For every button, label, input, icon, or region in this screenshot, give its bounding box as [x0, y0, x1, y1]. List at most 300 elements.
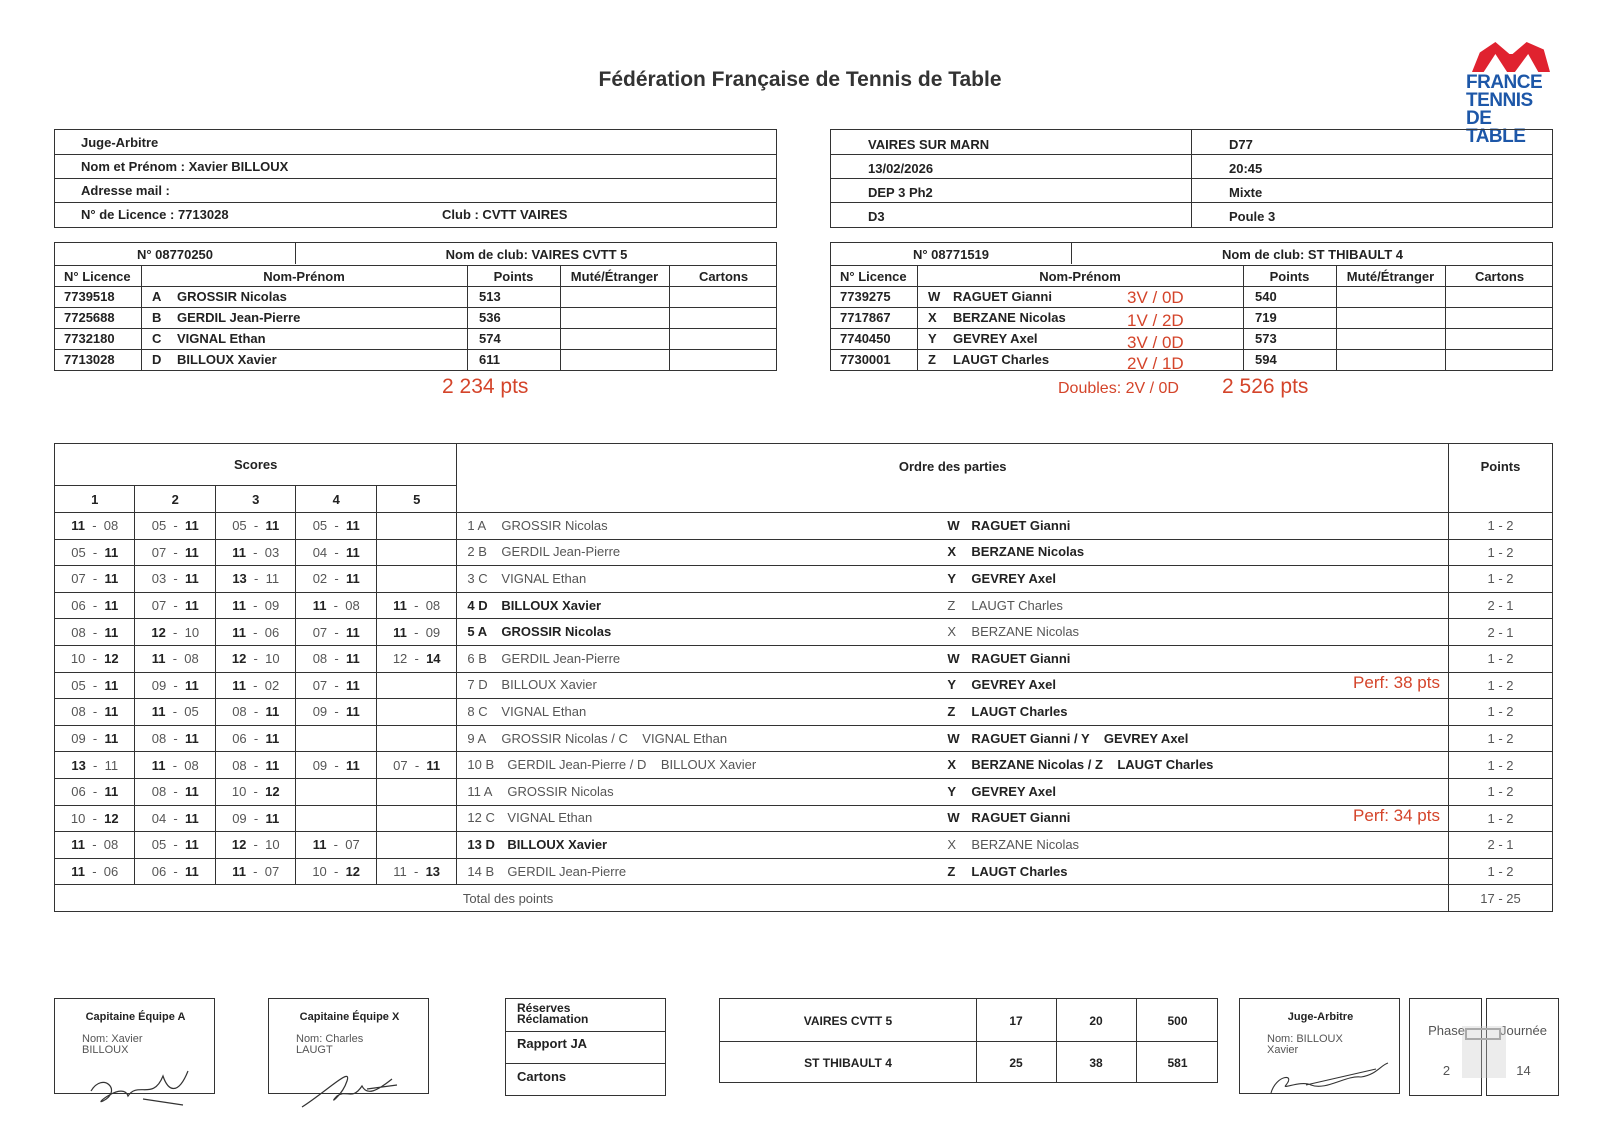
game-left-player: VIGNAL Ethan	[501, 570, 587, 586]
set-score-b: 10	[265, 837, 280, 853]
game-order	[457, 752, 1449, 779]
set-score	[296, 752, 376, 779]
set-score	[296, 832, 376, 859]
set-score-separator: -	[327, 757, 346, 773]
set-score-separator: -	[246, 518, 266, 534]
set-score-b: 11	[104, 731, 119, 747]
set-score-separator: -	[246, 837, 266, 853]
game-points: 1 - 2	[1448, 699, 1552, 726]
set-score-b: 11	[104, 598, 119, 614]
set-score-separator: -	[246, 651, 266, 667]
set-score-a: 09	[71, 731, 86, 747]
set-score-separator: -	[85, 624, 105, 640]
player-licence: 7725688	[64, 310, 115, 325]
set-score-b: 11	[104, 624, 119, 640]
set-score-b: 14	[426, 651, 441, 667]
game-left-player: GERDIL Jean-Pierre	[507, 863, 627, 879]
set-score-separator: -	[85, 677, 105, 693]
set-score-a: 08	[232, 704, 247, 720]
captain-x-name: Nom: Charles	[296, 1033, 364, 1045]
captain-a-title: Capitaine Équipe A	[85, 1011, 186, 1023]
col-points: Points	[1269, 269, 1310, 284]
set-score	[376, 592, 456, 619]
set-score	[135, 672, 215, 699]
game-left-player: GROSSIR Nicolas	[501, 624, 612, 640]
set-score-b: 10	[265, 651, 280, 667]
set-score	[376, 566, 456, 593]
set-score-b: 11	[265, 731, 280, 747]
match-date: 13/02/2026	[868, 161, 934, 176]
match-venue: VAIRES SUR MARN	[868, 137, 990, 152]
game-number: 9 A	[467, 730, 487, 746]
set-number: 1	[55, 486, 135, 513]
set-score	[376, 805, 456, 832]
set-score	[55, 752, 135, 779]
player-name: VIGNAL Ethan	[177, 331, 266, 346]
set-score-a: 08	[312, 651, 328, 667]
set-score-separator: -	[165, 704, 185, 720]
player-letter: Y	[928, 331, 937, 346]
player-name: BERZANE Nicolas	[953, 310, 1066, 325]
game-number: 13 D	[467, 836, 495, 852]
game-right-letter: Z	[947, 597, 956, 613]
set-score-a: 11	[232, 598, 246, 614]
set-score-b: 11	[345, 571, 360, 587]
set-score	[135, 725, 215, 752]
set-score	[135, 858, 215, 885]
match-info-box	[830, 129, 1553, 228]
set-score-separator: -	[407, 757, 427, 773]
set-score-b: 11	[104, 571, 119, 587]
set-score-separator: -	[246, 784, 266, 800]
col-points: Points	[493, 269, 534, 284]
set-score-a: 08	[71, 624, 86, 640]
game-right-letter: W	[947, 517, 960, 533]
col-mute: Muté/Étranger	[570, 269, 659, 284]
player-points: 540	[1255, 289, 1277, 304]
player-letter: A	[152, 289, 162, 304]
set-score-a: 09	[312, 757, 328, 773]
set-score-a: 05	[71, 544, 86, 560]
set-score-b: 11	[184, 598, 199, 614]
set-score	[215, 592, 295, 619]
set-score-a: 11	[71, 864, 85, 880]
set-score-b: 08	[184, 757, 199, 773]
set-score	[376, 645, 456, 672]
set-score-separator: -	[85, 651, 105, 667]
set-score	[135, 645, 215, 672]
team-a-number: N° 08770250	[136, 247, 214, 262]
game-left-player: BILLOUX Xavier	[507, 836, 608, 852]
set-score	[135, 832, 215, 859]
player-points: 594	[1255, 352, 1277, 367]
player-licence: 7730001	[840, 352, 891, 367]
player-points: 513	[479, 289, 501, 304]
set-score-b: 08	[103, 518, 119, 534]
set-score-separator: -	[246, 704, 266, 720]
referee-title: Juge-Arbitre	[81, 135, 159, 150]
referee-box	[54, 129, 777, 228]
set-score-a: 11	[312, 598, 327, 614]
player-licence: 7732180	[64, 331, 115, 346]
game-row	[55, 725, 1553, 752]
set-score	[55, 566, 135, 593]
player-record: 1V / 2D	[1127, 311, 1184, 330]
game-points: 2 - 1	[1448, 619, 1552, 646]
set-score-separator: -	[166, 677, 185, 693]
set-score-b: 11	[345, 651, 360, 667]
phase-journee-overlay	[1462, 1026, 1506, 1078]
team-x-doubles: Doubles: 2V / 0D	[1058, 380, 1179, 397]
set-score-a: 07	[393, 757, 408, 773]
game-row	[55, 805, 1553, 832]
logo-mark-icon	[1472, 42, 1550, 72]
summary-value: 581	[1167, 1056, 1188, 1070]
game-right-letter: Y	[947, 783, 957, 799]
game-left-player: GROSSIR Nicolas / C VIGNAL Ethan	[501, 730, 728, 746]
set-score-separator: -	[166, 784, 185, 800]
game-order	[457, 672, 1449, 699]
reserves-box	[505, 998, 666, 1096]
set-score	[296, 539, 376, 566]
set-score-separator: -	[327, 624, 346, 640]
game-points: 1 - 2	[1448, 672, 1552, 699]
set-score-b: 11	[345, 704, 360, 720]
game-left-player: GROSSIR Nicolas	[507, 783, 614, 799]
set-score	[296, 645, 376, 672]
set-score-separator: -	[327, 571, 346, 587]
game-right-player: GEVREY Axel	[971, 570, 1056, 586]
captain-x-title: Capitaine Équipe X	[299, 1011, 400, 1023]
set-score	[215, 699, 295, 726]
set-score-b: 11	[265, 757, 280, 773]
set-score	[376, 778, 456, 805]
set-score	[55, 805, 135, 832]
game-right-player: LAUGT Charles	[971, 703, 1068, 719]
set-score	[135, 592, 215, 619]
player-name: GROSSIR Nicolas	[177, 289, 287, 304]
game-right-player: BERZANE Nicolas / Z LAUGT Charles	[971, 757, 1214, 773]
game-right-player: GEVREY Axel	[971, 783, 1056, 799]
referee-sign-title: Juge-Arbitre	[1287, 1011, 1354, 1023]
set-score-a: 02	[312, 571, 328, 587]
game-row	[55, 832, 1553, 859]
set-score-separator: -	[166, 731, 185, 747]
game-left-player: BILLOUX Xavier	[501, 677, 597, 693]
set-score-b: 11	[104, 544, 119, 560]
set-score-a: 06	[71, 784, 86, 800]
set-score-b: 12	[345, 864, 361, 880]
game-order	[457, 645, 1449, 672]
set-score-a: 11	[71, 518, 85, 534]
game-perf: Perf: 38 pts	[1353, 673, 1440, 693]
game-number: 11 A	[467, 783, 493, 799]
set-score	[135, 699, 215, 726]
set-score-separator: -	[245, 864, 265, 880]
game-left-player: BILLOUX Xavier	[501, 597, 602, 613]
game-right-letter: Z	[947, 863, 956, 879]
set-score-a: 12	[392, 651, 408, 667]
set-score-a: 07	[71, 571, 86, 587]
captain-a-surname: BILLOUX	[82, 1044, 129, 1056]
set-score-separator: -	[165, 651, 185, 667]
fftt-logo	[1466, 42, 1552, 147]
game-right-letter: W	[947, 650, 960, 666]
game-row	[55, 858, 1553, 885]
game-points: 1 - 2	[1448, 645, 1552, 672]
set-score	[215, 539, 295, 566]
set-score-b: 05	[184, 704, 199, 720]
set-score-a: 11	[312, 837, 327, 853]
game-right-letter: Y	[947, 677, 957, 693]
set-score-b: 07	[345, 837, 360, 853]
set-score-separator: -	[84, 518, 104, 534]
set-score-a: 11	[71, 837, 85, 853]
set-score-separator: -	[85, 784, 105, 800]
set-score	[215, 805, 295, 832]
set-score-b: 11	[184, 677, 199, 693]
game-points: 1 - 2	[1448, 805, 1552, 832]
game-points: 2 - 1	[1448, 592, 1552, 619]
set-score-separator: -	[406, 624, 426, 640]
game-order	[457, 778, 1449, 805]
set-score	[296, 699, 376, 726]
set-score-b: 11	[345, 757, 360, 773]
team-a-club: Nom de club: VAIRES CVTT 5	[445, 247, 628, 262]
set-score-a: 08	[151, 784, 167, 800]
game-row	[55, 539, 1553, 566]
set-score-separator: -	[406, 864, 426, 880]
set-score-b: 12	[104, 651, 119, 667]
match-type: Mixte	[1229, 185, 1263, 200]
game-row	[55, 592, 1553, 619]
referee-signature	[1266, 1055, 1391, 1095]
set-score-a: 05	[312, 518, 328, 534]
set-score-a: 12	[231, 651, 247, 667]
player-points: 536	[479, 310, 501, 325]
player-name: RAGUET Gianni	[953, 289, 1052, 304]
set-score-b: 09	[425, 624, 441, 640]
game-order	[457, 725, 1449, 752]
set-score-a: 10	[70, 651, 86, 667]
team-x-total: 2 526 pts	[1222, 375, 1309, 398]
summary-table	[719, 998, 1218, 1083]
game-number: 4 D	[467, 597, 488, 613]
reserves-label: Réserves	[517, 1001, 571, 1015]
set-score-separator: -	[245, 598, 265, 614]
col-mute: Muté/Étranger	[1346, 269, 1435, 284]
set-score-separator: -	[327, 544, 346, 560]
game-right-letter: X	[947, 757, 957, 773]
set-number: 2	[135, 486, 215, 513]
set-score-separator: -	[166, 544, 185, 560]
player-points: 573	[1255, 331, 1277, 346]
set-score	[296, 725, 376, 752]
set-score-b: 10	[184, 624, 200, 640]
team-x-table	[830, 242, 1553, 371]
set-score-separator: -	[326, 864, 346, 880]
game-number: 12 C	[467, 810, 495, 826]
set-score-a: 09	[312, 704, 328, 720]
set-score-b: 11	[184, 864, 199, 880]
set-score-a: 06	[232, 731, 247, 747]
page-title: Fédération Française de Tennis de Table	[598, 68, 1002, 91]
set-score	[376, 752, 456, 779]
set-score-b: 06	[264, 624, 280, 640]
player-licence: 7717867	[840, 310, 891, 325]
set-score-a: 07	[312, 624, 328, 640]
set-score-a: 07	[151, 598, 167, 614]
game-number: 10 B	[467, 757, 495, 773]
team-x-number: N° 08771519	[912, 247, 990, 262]
captain-a-signature	[83, 1061, 193, 1109]
player-record: 2V / 1D	[1127, 354, 1184, 373]
game-row	[55, 566, 1553, 593]
set-score-a: 06	[71, 598, 86, 614]
set-score-b: 11	[345, 677, 360, 693]
set-score-a: 12	[151, 624, 166, 640]
game-row	[55, 645, 1553, 672]
set-score-b: 12	[265, 784, 280, 800]
set-score-b: 07	[264, 864, 280, 880]
summary-value: 38	[1089, 1056, 1103, 1070]
game-order	[457, 566, 1449, 593]
game-order	[457, 539, 1449, 566]
set-score-separator: -	[246, 810, 266, 826]
player-licence: 7739275	[840, 289, 891, 304]
set-score-a: 11	[232, 544, 246, 560]
game-order	[457, 699, 1449, 726]
player-letter: D	[152, 352, 162, 367]
set-score-b: 11	[265, 810, 280, 826]
player-letter: X	[928, 310, 937, 325]
col-name: Nom-Prénom	[1039, 269, 1121, 284]
set-score-a: 11	[232, 864, 246, 880]
player-record: 3V / 0D	[1127, 288, 1184, 307]
set-score	[215, 566, 295, 593]
set-score-a: 08	[151, 731, 167, 747]
set-score	[55, 778, 135, 805]
logo-text: FRANCE TENNIS DE TABLE	[1466, 72, 1543, 147]
game-order	[457, 592, 1449, 619]
player-name: GERDIL Jean-Pierre	[177, 310, 301, 325]
game-left-player: GERDIL Jean-Pierre	[501, 650, 621, 666]
set-score-separator: -	[246, 571, 266, 587]
game-right-player: GEVREY Axel	[971, 677, 1056, 693]
set-score-b: 13	[425, 864, 441, 880]
game-order	[457, 832, 1449, 859]
team-a-table	[54, 242, 777, 371]
col-cards: Cartons	[698, 269, 749, 284]
game-number: 6 B	[467, 650, 487, 666]
player-points: 611	[479, 352, 500, 367]
player-name: BILLOUX Xavier	[177, 352, 277, 367]
set-score	[215, 752, 295, 779]
set-score	[376, 832, 456, 859]
set-score-separator: -	[165, 757, 185, 773]
set-score	[215, 619, 295, 646]
game-number: 2 B	[467, 544, 487, 560]
set-score-a: 13	[232, 571, 247, 587]
game-right-player: LAUGT Charles	[971, 863, 1068, 879]
game-row	[55, 672, 1553, 699]
game-right-letter: X	[947, 836, 957, 852]
game-right-player: RAGUET Gianni	[971, 517, 1071, 533]
cards-label: Cartons	[517, 1069, 567, 1084]
match-code: D77	[1229, 137, 1253, 152]
set-score-b: 11	[265, 571, 280, 587]
set-score-separator: -	[85, 571, 105, 587]
set-score	[296, 513, 376, 540]
set-score-separator: -	[85, 544, 105, 560]
game-points: 1 - 2	[1448, 778, 1552, 805]
set-score-a: 11	[151, 757, 166, 773]
set-score-a: 12	[231, 837, 247, 853]
set-score	[215, 672, 295, 699]
points-header: Points	[1448, 444, 1552, 513]
set-score-a: 10	[312, 864, 327, 880]
scores-header: Scores	[55, 444, 457, 486]
game-right-player: BERZANE Nicolas	[971, 544, 1085, 560]
set-score	[55, 858, 135, 885]
set-number: 5	[376, 486, 456, 513]
reclamation-label: Réclamation	[517, 1012, 589, 1026]
set-score-b: 08	[425, 598, 441, 614]
game-points: 1 - 2	[1448, 566, 1552, 593]
set-score-a: 04	[312, 544, 328, 560]
set-score	[135, 513, 215, 540]
summary-team: VAIRES CVTT 5	[803, 1014, 893, 1028]
set-score-b: 06	[103, 864, 119, 880]
set-score-separator: -	[245, 624, 265, 640]
set-score	[296, 619, 376, 646]
game-number: 3 C	[467, 570, 488, 586]
set-score	[215, 778, 295, 805]
set-score-separator: -	[246, 757, 266, 773]
set-score	[296, 858, 376, 885]
set-score-b: 11	[184, 810, 199, 826]
set-score-a: 09	[151, 677, 167, 693]
set-score	[296, 805, 376, 832]
set-score-separator: -	[85, 598, 105, 614]
set-score	[135, 539, 215, 566]
game-right-player: RAGUET Gianni / Y GEVREY Axel	[971, 730, 1189, 746]
set-score-separator: -	[327, 704, 346, 720]
set-score-a: 05	[151, 518, 167, 534]
set-score	[135, 778, 215, 805]
set-score	[296, 566, 376, 593]
set-score	[376, 699, 456, 726]
set-score-a: 07	[151, 544, 167, 560]
game-number: 14 B	[467, 863, 495, 879]
set-score	[55, 725, 135, 752]
player-points: 719	[1255, 310, 1277, 325]
game-number: 7 D	[467, 677, 488, 693]
set-score-a: 04	[151, 810, 167, 826]
set-score-b: 11	[345, 544, 360, 560]
captain-x-signature	[297, 1061, 407, 1111]
set-score-separator: -	[327, 651, 346, 667]
set-score-a: 05	[71, 677, 86, 693]
set-number: 4	[296, 486, 376, 513]
set-score	[296, 592, 376, 619]
player-record: 3V / 0D	[1127, 333, 1184, 352]
set-score	[135, 752, 215, 779]
summary-value: 500	[1167, 1014, 1188, 1028]
captain-x-box	[268, 998, 429, 1094]
game-right-letter: X	[947, 624, 957, 640]
set-score-b: 11	[345, 518, 360, 534]
